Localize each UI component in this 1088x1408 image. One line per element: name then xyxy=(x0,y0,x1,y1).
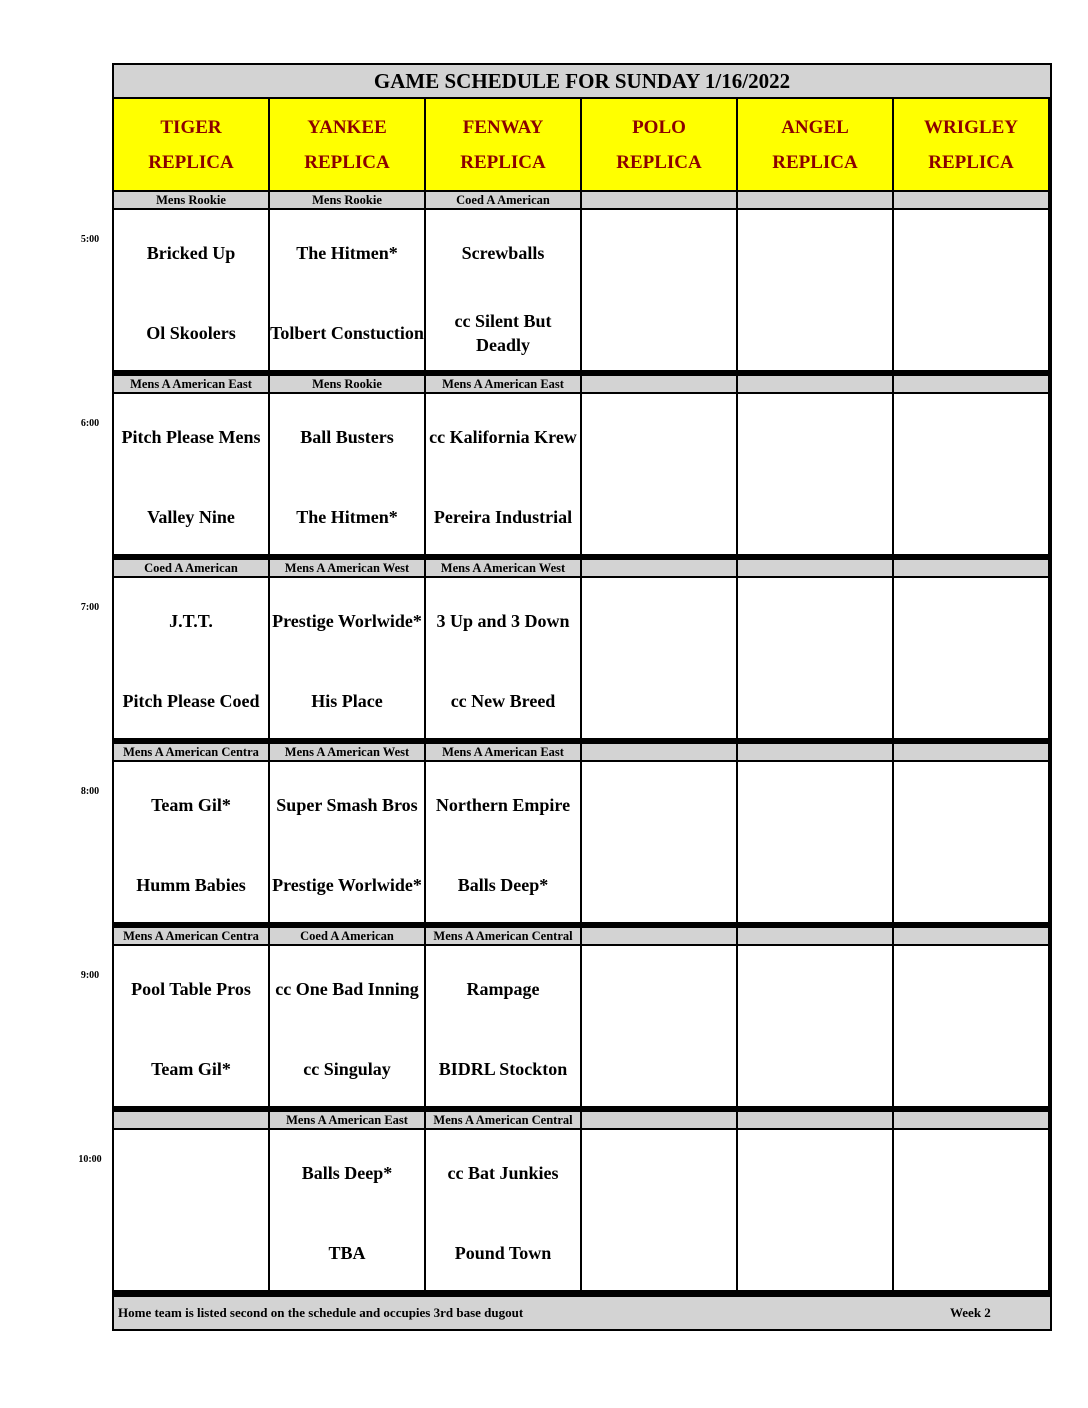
home-team: Humm Babies xyxy=(136,875,246,895)
away-team: 3 Up and 3 Down xyxy=(436,611,570,631)
home-team xyxy=(582,489,736,545)
away-team: Bricked Up xyxy=(146,243,236,263)
schedule-sheet xyxy=(112,63,1052,1331)
division-label xyxy=(738,928,892,944)
game-cell xyxy=(426,946,580,1106)
division-label: Mens A American West xyxy=(426,560,580,576)
away-team: Balls Deep* xyxy=(301,1163,393,1183)
game-cell xyxy=(426,210,580,370)
home-team xyxy=(582,1225,736,1281)
away-team: Ball Busters xyxy=(300,427,394,447)
division-label: Mens Rookie xyxy=(114,192,268,208)
home-team xyxy=(894,489,1048,545)
field-subtitle: REPLICA xyxy=(616,151,702,173)
away-team xyxy=(114,1145,268,1201)
home-team xyxy=(738,1225,892,1281)
game-cell xyxy=(426,394,580,554)
game-cell xyxy=(894,1130,1048,1290)
division-label xyxy=(114,1112,268,1128)
division-label xyxy=(894,744,1048,760)
away-team xyxy=(738,409,892,465)
game-cell xyxy=(738,578,892,738)
field-name: FENWAY xyxy=(462,116,544,138)
away-team: Team Gil* xyxy=(151,795,231,815)
field-name: POLO xyxy=(632,116,686,138)
away-team xyxy=(582,409,736,465)
division-label xyxy=(582,744,736,760)
division-label xyxy=(582,928,736,944)
time-label: 10:00 xyxy=(78,1154,102,1165)
division-label: Coed A American xyxy=(426,192,580,208)
division-label: Mens A American Centra xyxy=(114,928,268,944)
division-label xyxy=(582,376,736,392)
division-label: Coed A American xyxy=(114,560,268,576)
field-header-fenway xyxy=(426,99,580,190)
field-name: ANGEL xyxy=(781,116,849,138)
game-cell xyxy=(894,578,1048,738)
field-header-angel xyxy=(738,99,892,190)
division-label: Coed A American xyxy=(270,928,424,944)
division-label xyxy=(894,376,1048,392)
field-header-polo xyxy=(582,99,736,190)
division-label xyxy=(738,376,892,392)
away-team xyxy=(738,1145,892,1201)
home-team xyxy=(738,489,892,545)
home-team: Ol Skoolers xyxy=(146,323,236,343)
game-cell xyxy=(582,210,736,370)
game-cell xyxy=(582,946,736,1106)
home-team: Prestige Worlwide* xyxy=(272,875,422,895)
away-team: Pool Table Pros xyxy=(131,979,251,999)
game-cell xyxy=(114,762,268,922)
home-team: Pitch Please Coed xyxy=(122,691,260,711)
game-cell xyxy=(114,1130,268,1290)
game-cell xyxy=(894,210,1048,370)
home-team xyxy=(114,1225,268,1281)
game-cell xyxy=(738,210,892,370)
away-team xyxy=(894,225,1048,281)
division-label: Mens Rookie xyxy=(270,192,424,208)
division-label xyxy=(738,744,892,760)
division-label: Mens A American East xyxy=(426,744,580,760)
away-team: The Hitmen* xyxy=(296,243,398,263)
away-team xyxy=(738,593,892,649)
home-team: Balls Deep* xyxy=(457,875,549,895)
division-label xyxy=(894,1112,1048,1128)
away-team: cc One Bad Inning xyxy=(275,979,419,999)
division-label: Mens A American East xyxy=(114,376,268,392)
footer-note: Home team is listed second on the schedule and occupies 3rd base dugout xyxy=(118,1305,524,1320)
field-header-yankee xyxy=(270,99,424,190)
division-label: Mens A American Centra xyxy=(114,744,268,760)
game-cell xyxy=(270,210,424,370)
home-team xyxy=(738,1041,892,1097)
home-team: Team Gil* xyxy=(151,1059,231,1079)
division-label xyxy=(582,1112,736,1128)
division-label xyxy=(894,928,1048,944)
game-cell xyxy=(114,210,268,370)
away-team: Prestige Worlwide* xyxy=(272,611,422,631)
time-label: 6:00 xyxy=(80,418,100,429)
away-team xyxy=(738,225,892,281)
game-cell xyxy=(270,946,424,1106)
away-team: cc Kalifornia Krew xyxy=(429,427,577,447)
field-name: YANKEE xyxy=(307,116,387,138)
home-team xyxy=(738,673,892,729)
time-label: 7:00 xyxy=(80,602,100,613)
field-name: TIGER xyxy=(160,116,222,138)
time-label: 5:00 xyxy=(80,234,100,245)
away-team xyxy=(582,777,736,833)
game-cell xyxy=(114,946,268,1106)
schedule-title: GAME SCHEDULE FOR SUNDAY 1/16/2022 xyxy=(114,65,1050,97)
home-team xyxy=(582,1041,736,1097)
home-team xyxy=(738,305,892,361)
home-team xyxy=(894,305,1048,361)
away-team xyxy=(582,225,736,281)
away-team xyxy=(582,593,736,649)
away-team: cc Bat Junkies xyxy=(447,1163,559,1183)
away-team xyxy=(582,1145,736,1201)
home-team xyxy=(894,673,1048,729)
division-label: Mens A American West xyxy=(270,744,424,760)
division-label: Mens A American Central xyxy=(426,928,580,944)
away-team xyxy=(894,593,1048,649)
time-label: 8:00 xyxy=(80,786,100,797)
home-team: Pound Town xyxy=(454,1243,552,1263)
away-team: Northern Empire xyxy=(435,795,571,815)
division-label: Mens A American Central xyxy=(426,1112,580,1128)
game-cell xyxy=(270,394,424,554)
division-label xyxy=(738,1112,892,1128)
game-cell xyxy=(270,578,424,738)
field-name: WRIGLEY xyxy=(924,116,1018,138)
game-cell xyxy=(582,762,736,922)
home-team: cc Silent But Deadly xyxy=(454,311,552,355)
home-team: Pereira Industrial xyxy=(433,507,573,527)
away-team: Pitch Please Mens xyxy=(121,427,261,447)
away-team xyxy=(738,961,892,1017)
field-subtitle: REPLICA xyxy=(772,151,858,173)
division-label xyxy=(894,560,1048,576)
away-team: J.T.T. xyxy=(169,611,213,631)
field-subtitle: REPLICA xyxy=(304,151,390,173)
game-cell xyxy=(270,1130,424,1290)
game-cell xyxy=(894,946,1048,1106)
away-team xyxy=(894,1145,1048,1201)
away-team xyxy=(738,777,892,833)
game-cell xyxy=(426,1130,580,1290)
footer-bar xyxy=(114,1297,1050,1329)
home-team xyxy=(894,857,1048,913)
field-subtitle: REPLICA xyxy=(928,151,1014,173)
division-label xyxy=(738,560,892,576)
field-header-tiger xyxy=(114,99,268,190)
home-team: His Place xyxy=(311,691,383,711)
away-team xyxy=(582,961,736,1017)
away-team xyxy=(894,777,1048,833)
away-team: Super Smash Bros xyxy=(276,795,418,815)
away-team: Screwballs xyxy=(461,243,545,263)
home-team xyxy=(894,1041,1048,1097)
game-cell xyxy=(114,394,268,554)
game-cell xyxy=(894,394,1048,554)
division-label xyxy=(738,192,892,208)
home-team xyxy=(582,305,736,361)
game-cell xyxy=(270,762,424,922)
division-label: Mens A American East xyxy=(270,1112,424,1128)
division-label xyxy=(582,192,736,208)
game-cell xyxy=(426,762,580,922)
game-cell xyxy=(114,578,268,738)
away-team xyxy=(894,961,1048,1017)
field-subtitle: REPLICA xyxy=(460,151,546,173)
home-team: The Hitmen* xyxy=(296,507,398,527)
away-team xyxy=(894,409,1048,465)
division-label: Mens A American West xyxy=(270,560,424,576)
division-label: Mens Rookie xyxy=(270,376,424,392)
home-team: cc New Breed xyxy=(450,691,556,711)
game-cell xyxy=(894,762,1048,922)
away-team: Rampage xyxy=(466,979,540,999)
game-cell xyxy=(582,578,736,738)
home-team xyxy=(894,1225,1048,1281)
game-cell xyxy=(426,578,580,738)
home-team: Tolbert Constuction xyxy=(270,323,424,343)
game-cell xyxy=(738,394,892,554)
game-cell xyxy=(582,394,736,554)
home-team: BIDRL Stockton xyxy=(438,1059,568,1079)
time-label: 9:00 xyxy=(80,970,100,981)
game-cell xyxy=(738,1130,892,1290)
home-team: cc Singulay xyxy=(303,1059,391,1079)
home-team xyxy=(582,857,736,913)
field-subtitle: REPLICA xyxy=(148,151,234,173)
home-team xyxy=(738,857,892,913)
game-cell xyxy=(738,946,892,1106)
game-cell xyxy=(738,762,892,922)
week-label: Week 2 xyxy=(950,1305,991,1320)
home-team xyxy=(582,673,736,729)
division-label: Mens A American East xyxy=(426,376,580,392)
game-cell xyxy=(582,1130,736,1290)
home-team: Valley Nine xyxy=(147,507,235,527)
division-label xyxy=(582,560,736,576)
home-team: TBA xyxy=(328,1243,366,1263)
field-header-wrigley xyxy=(894,99,1048,190)
division-label xyxy=(894,192,1048,208)
